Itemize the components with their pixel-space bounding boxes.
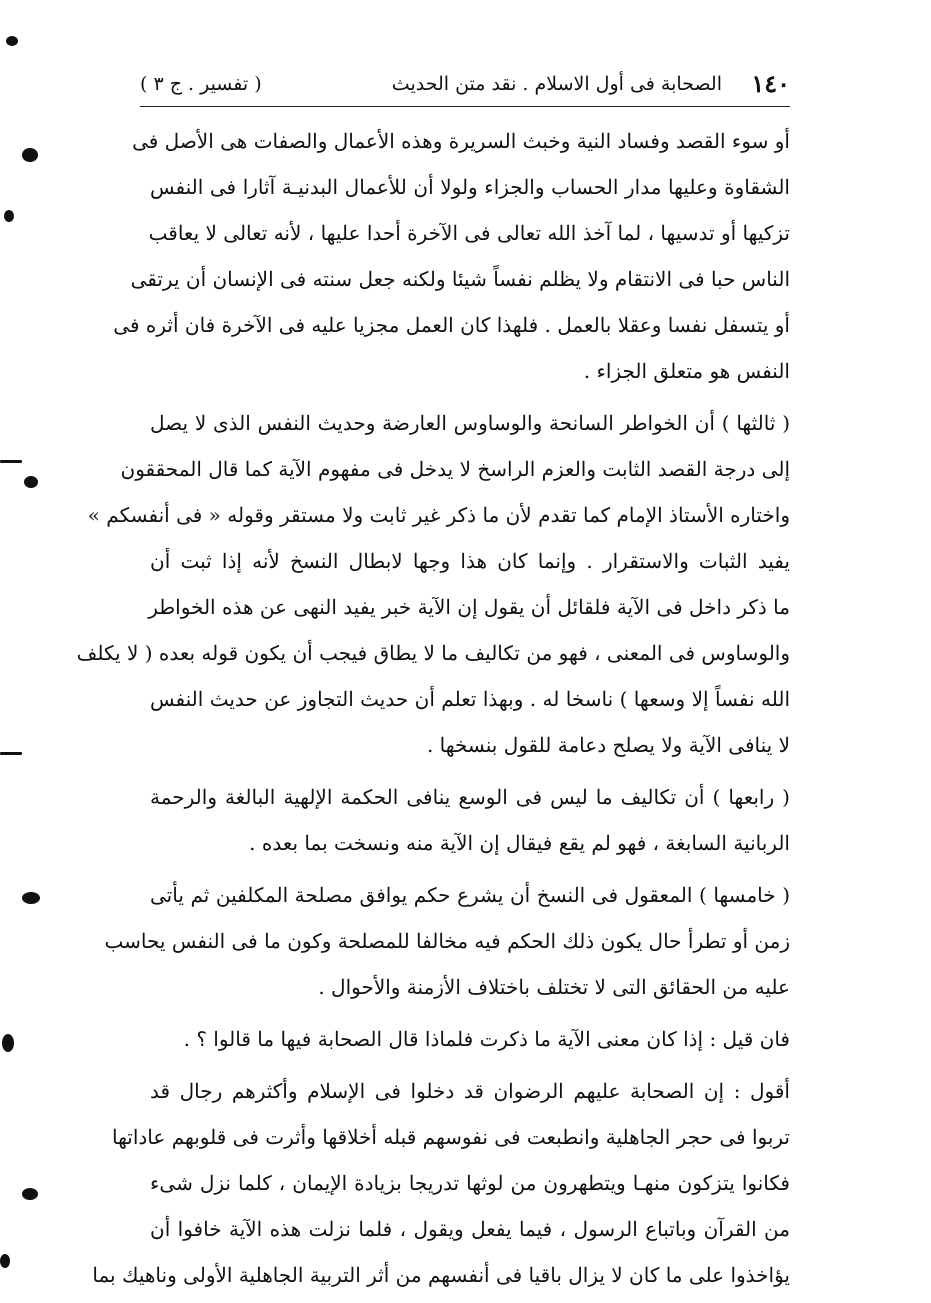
text-line: يؤاخذوا على ما كان لا يزال باقيا فى أنفسهم من أثر التربية الجاهلية الأولى وناهيك بما: [92, 1263, 790, 1287]
text-line: عليه من الحقائق التى لا تختلف باختلاف الأزمنة والأحوال .: [318, 975, 790, 999]
scan-mark: [6, 36, 18, 46]
text-line: الشقاوة وعليها مدار الحساب والجزاء ولولا أن للأعمال البدنيـة آثارا فى النفس: [150, 175, 790, 199]
running-title: الصحابة فى أول الاسلام . نقد متن الحديث: [391, 73, 722, 95]
text-line: تزكيها أو تدسيها ، لما آخذ الله تعالى فى الآخرة أحدا عليها ، لأنه تعالى لا يعاقب: [148, 221, 790, 245]
text-line: واختاره الأستاذ الإمام كما تقدم لأن ما ذكر غير ثابت ولا مستقر وقوله « فى أنفسكم »: [87, 503, 790, 527]
scan-mark: [0, 752, 22, 755]
scan-mark: [2, 1034, 14, 1052]
scan-mark: [22, 148, 38, 162]
text-line: إلى درجة القصد الثابت والعزم الراسخ لا يدخل فى مفهوم الآية كما قال المحققون: [120, 457, 790, 481]
text-line: من القرآن وباتباع الرسول ، فيما يفعل ويقول ، فلما نزلت هذه الآية خافوا أن: [150, 1217, 790, 1241]
text-line: ( رابعها ) أن تكاليف ما ليس فى الوسع ينافى الحكمة الإلهية البالغة والرحمة: [150, 785, 790, 809]
text-line: أقول : إن الصحابة عليهم الرضوان قد دخلوا فى الإسلام وأكثرهم رجال قد: [150, 1079, 790, 1103]
text-line: فكانوا يتزكون منهـا ويتطهرون من لوثها تدريجا بزيادة الإيمان ، كلما نزل شىء: [150, 1171, 790, 1195]
scan-mark: [4, 210, 14, 222]
text-line: لا ينافى الآية ولا يصلح دعامة للقول بنسخها .: [426, 733, 790, 757]
scan-mark: [24, 476, 38, 488]
text-line: ( خامسها ) المعقول فى النسخ أن يشرع حكم يوافق مصلحة المكلفين ثم يأتى: [150, 883, 790, 907]
scan-mark: [22, 892, 40, 904]
text-line: أو يتسفل نفسا وعقلا بالعمل . فلهذا كان العمل مجزيا عليه فى الآخرة فان أثره فى: [113, 313, 790, 337]
text-line: الناس حبا فى الانتقام ولا يظلم نفساً شيئا ولكنه جعل سنته فى الإنسان أن يرتقى: [130, 267, 790, 291]
scan-mark: [0, 1254, 10, 1268]
text-line: أو سوء القصد وفساد النية وخبث السريرة وهذه الأعمال والصفات هى الأصل فى: [132, 129, 790, 153]
scan-mark: [0, 460, 22, 463]
text-line: والوساوس فى المعنى ، فهو من تكاليف ما لا يطاق فيجب أن يكون قوله بعده ( لا يكلف: [76, 641, 790, 665]
text-line: زمن أو تطرأ حال يكون ذلك الحكم فيه مخالفا للمصلحة وكون ما فى النفس يحاسب: [104, 929, 790, 953]
text-line: النفس هو متعلق الجزاء .: [583, 359, 790, 383]
section-tag: ( تفسير . ج ٣ ): [140, 73, 262, 95]
page-header: [140, 62, 790, 107]
page-number: ١٤٠: [751, 69, 790, 98]
text-line: يفيد الثبات والاستقرار . وإنما كان هذا وجها لابطال النسخ لأنه إذا ثبت أن: [150, 549, 790, 573]
text-line: الله نفساً إلا وسعها ) ناسخا له . وبهذا تعلم أن حديث التجاوز عن حديث النفس: [150, 687, 790, 711]
text-line: ما ذكر داخل فى الآية فلقائل أن يقول إن الآية خبر يفيد النهى عن هذه الخواطر: [148, 595, 790, 619]
page-body: [76, 118, 790, 1298]
text-line: تربوا فى حجر الجاهلية وانطبعت فى نفوسهم قبله أخلاقها وأثرت فى قلوبهم عاداتها: [111, 1125, 790, 1149]
scan-mark: [22, 1188, 38, 1200]
text-line: فان قيل : إذا كان معنى الآية ما ذكرت فلماذا قال الصحابة فيها ما قالوا ؟ .: [183, 1027, 790, 1051]
text-line: ( ثالثها ) أن الخواطر السانحة والوساوس العارضة وحديث النفس الذى لا يصل: [150, 411, 790, 435]
text-line: الربانية السابغة ، فهو لم يقع فيقال إن الآية منه ونسخت بما بعده .: [249, 831, 790, 855]
